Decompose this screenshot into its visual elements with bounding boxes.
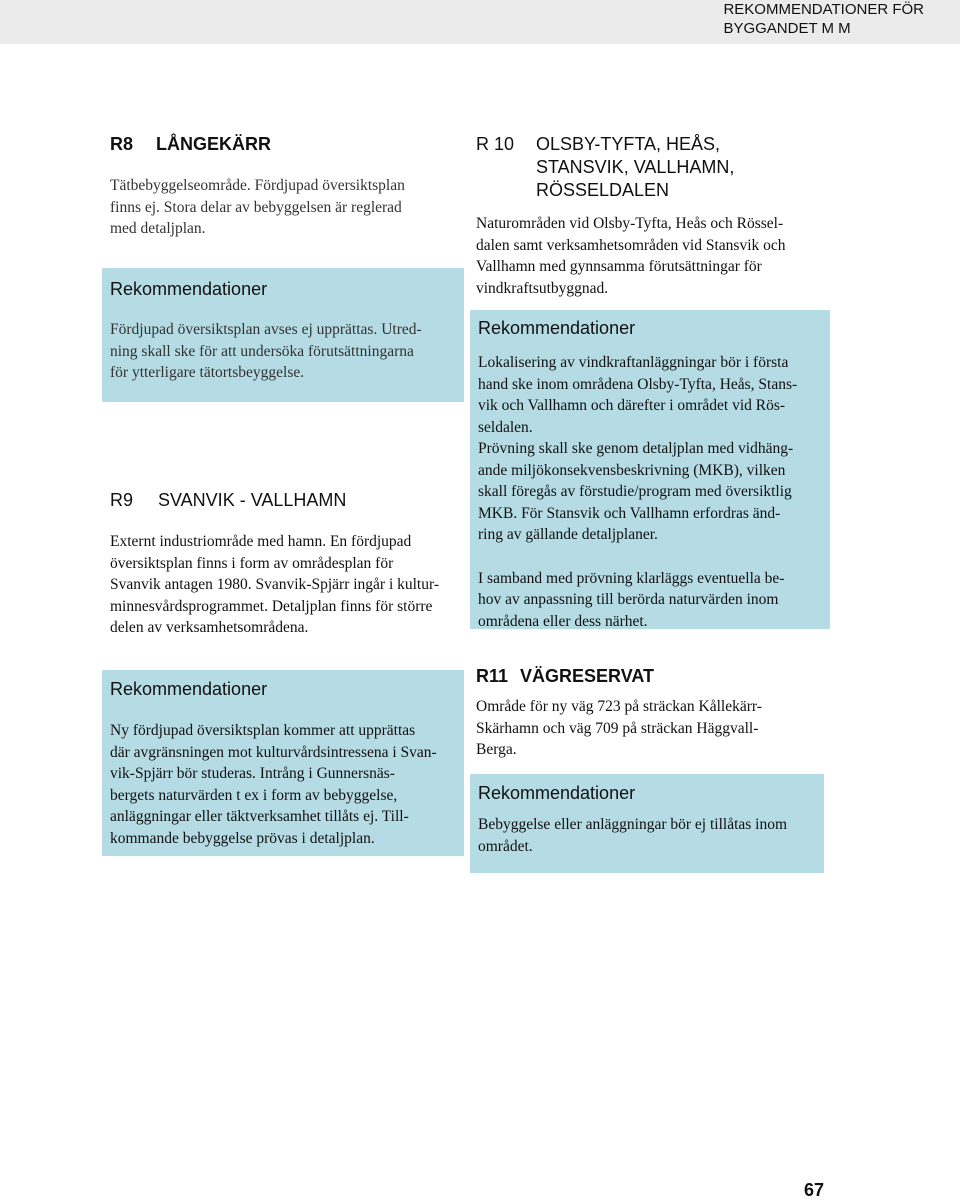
r11-description (476, 696, 824, 761)
r11-recommendation-box (470, 774, 824, 873)
running-head-line1: REKOMMENDATIONER FÖR (723, 1, 924, 18)
r10-desc-line: dalen samt verksamhetsområden vid Stansvik och (476, 236, 786, 254)
r11-code: R11 (476, 666, 509, 686)
r10-rec-line: Lokalisering av vindkraftanläggningar bör i första (478, 354, 789, 371)
r9-rec-line: där avgränsningen mot kulturvårdsintressena i Svan- (110, 743, 437, 761)
r9-desc-line: översiktsplan finns i form av områdesplan för (110, 554, 394, 572)
r11-desc-line: Område för ny väg 723 på sträckan Kållekärr- (476, 698, 762, 715)
r10-section (476, 133, 824, 299)
r10-rec-line: MKB. För Stansvik och Vallhamn erfordras änd- (478, 504, 781, 522)
r10-rec-line: I samband med prövning klarläggs eventuella be- (478, 569, 785, 587)
r11-rec-line: Bebyggelse eller anläggningar bör ej tillåtas inom (478, 816, 788, 833)
r8-recommendation-box (102, 268, 464, 402)
r9-section (110, 489, 458, 639)
r8-title (110, 133, 458, 156)
r10-rec-line: seldalen. (478, 418, 533, 436)
r11-rec-line: området. (478, 837, 533, 855)
r10-recommendation-box (470, 310, 830, 629)
r9-rec-line: anläggningar eller täktverksamhet tillåts ej. Till- (110, 808, 409, 825)
r9-recommendation-box (102, 670, 464, 856)
r10-rec-heading: Rekommendationer (478, 318, 636, 338)
r9-rec-line: kommande bebyggelse prövas i detaljplan. (110, 829, 375, 847)
r10-rec-line: hand ske inom områdena Olsby-Tyfta, Heås, Stans- (478, 375, 798, 393)
r9-desc-line: Svanvik antagen 1980. Svanvik-Spjärr ingår i kultur- (110, 576, 440, 593)
r8-rec-line: Fördjupad översiktsplan avses ej upprättas. Utred- (110, 321, 422, 338)
r8-desc-line: med detaljplan. (110, 220, 206, 237)
r10-rec-line: hov av anpassning till berörda naturvärden inom (478, 591, 779, 608)
r8-rec-line: ning skall ske för att undersöka förutsättningarna (110, 342, 414, 360)
r10-description (476, 213, 824, 299)
r9-description (110, 531, 458, 639)
r9-desc-line: delen av verksamhetsområdena. (110, 619, 309, 636)
r9-code: R9 (110, 490, 134, 510)
r9-name: SVANVIK - VALLHAMN (158, 490, 347, 510)
running-head-line2: BYGGANDET M M (723, 20, 851, 37)
r10-name-line: STANSVIK, VALLHAMN, (536, 157, 735, 177)
r10-rec-line: vik och Vallhamn och därefter i området vid Rös- (478, 397, 786, 414)
r11-rec-heading: Rekommendationer (478, 783, 636, 803)
r10-rec-line: ring av gällande detaljplaner. (478, 526, 658, 543)
r10-desc-line: vindkraftsutbyggnad. (476, 279, 609, 297)
running-head (723, 0, 924, 38)
r10-rec-text2 (478, 568, 822, 633)
r11-name: VÄGRESERVAT (520, 666, 655, 686)
r8-code: R8 (110, 134, 134, 154)
r10-name-line: RÖSSELDALEN (536, 180, 670, 200)
r9-rec-text (110, 720, 456, 849)
r8-rec-text (110, 319, 456, 384)
page-number: 67 (803, 1180, 824, 1200)
r10-desc-line: Naturområden vid Olsby-Tyfta, Heås och Rössel- (476, 215, 784, 232)
r8-desc-line: finns ej. Stora delar av bebyggelsen är reglerad (110, 198, 402, 216)
r8-rec-line: för ytterligare tätortsbeyggelse. (110, 364, 305, 381)
r9-rec-line: Ny fördjupad översiktsplan kommer att upprättas (110, 722, 416, 739)
r9-rec-heading: Rekommendationer (110, 679, 268, 699)
r11-rec-text (478, 814, 816, 857)
r9-desc-line: minnesvårdsprogrammet. Detaljplan finns för större (110, 597, 433, 615)
r11-title (476, 665, 824, 688)
r9-desc-line: Externt industriområde med hamn. En fördjupad (110, 533, 412, 550)
r9-title (110, 489, 458, 512)
r10-code: R 10 (476, 134, 515, 154)
r10-rec-line: Prövning skall ske genom detaljplan med vidhäng- (478, 440, 794, 457)
r11-desc-line: Skärhamn och väg 709 på sträckan Häggvall- (476, 719, 759, 737)
r11-desc-line: Berga. (476, 741, 517, 758)
r8-name: LÅNGEKÄRR (156, 134, 271, 154)
r9-rec-line: bergets naturvärden t ex i form av bebyggelse, (110, 786, 398, 804)
r11-section (476, 665, 824, 761)
r8-desc-line: Tätbebyggelseområde. Fördjupad översiktsplan (110, 177, 405, 194)
r8-rec-heading: Rekommendationer (110, 279, 268, 299)
r10-rec-line: skall föregås av förstudie/program med översiktlig (478, 483, 792, 500)
r10-name-line: OLSBY-TYFTA, HEÅS, (536, 134, 721, 154)
r10-title (476, 133, 824, 202)
r8-section (110, 133, 458, 240)
r10-rec-line: ande miljökonsekvensbeskrivning (MKB), vilken (478, 461, 786, 479)
r10-rec-line: områdena eller dess närhet. (478, 612, 648, 630)
r8-description (110, 175, 458, 240)
r10-desc-line: Vallhamn med gynnsamma förutsättningar för (476, 258, 762, 275)
r10-rec-text (478, 352, 822, 546)
r9-rec-line: vik-Spjärr bör studeras. Intrång i Gunnersnäs- (110, 765, 395, 782)
r10-name (536, 133, 734, 202)
